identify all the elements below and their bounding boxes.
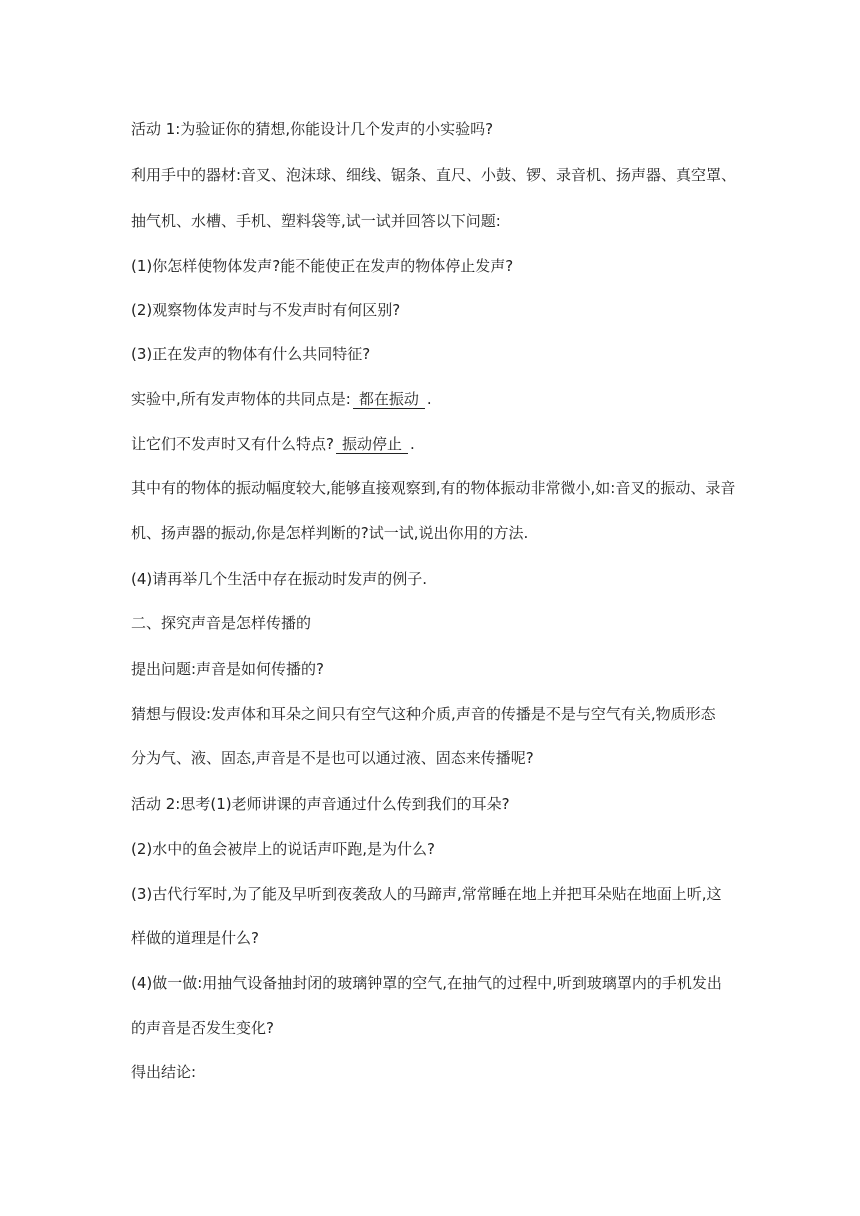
activity-2-question-2: (2)水中的鱼会被岸上的说话声吓跑,是为什么? — [131, 840, 435, 858]
question-1: (1)你怎样使物体发声?能不能使正在发声的物体停止发声? — [131, 257, 514, 275]
fill-in-prefix: 让它们不发声时又有什么特点? — [131, 435, 334, 453]
fill-in-common-feature — [131, 389, 741, 409]
hypothesis-line-1: 猜想与假设:发声体和耳朵之间只有空气这种介质,声音的传播是不是与空气有关,物质形态 — [131, 705, 716, 723]
hypothesis-line-2: 分为气、液、固态,声音是不是也可以通过液、固态来传播呢? — [131, 749, 534, 767]
activity-2-heading: 活动 2:思考(1)老师讲课的声音通过什么传到我们的耳朵? — [131, 795, 510, 813]
fill-in-suffix: . — [426, 390, 432, 408]
fill-in-suffix: . — [409, 435, 415, 453]
question-4: (4)请再举几个生活中存在振动时发声的例子. — [131, 570, 428, 588]
activity-2-question-4-line-1: (4)做一做:用抽气设备抽封闭的玻璃钟罩的空气,在抽气的过程中,听到玻璃罩内的手机发出 — [131, 974, 722, 992]
paragraph-line-2: 机、扬声器的振动,你是怎样判断的?试一试,说出你用的方法. — [131, 524, 529, 542]
question-2: (2)观察物体发声时与不发声时有何区别? — [131, 301, 401, 319]
paragraph-line-1: 其中有的物体的振动幅度较大,能够直接观察到,有的物体振动非常微小,如:音叉的振动、录音 — [131, 479, 736, 497]
section-heading: 二、探究声音是怎样传播的 — [131, 614, 312, 632]
question-3: (3)正在发声的物体有什么共同特征? — [131, 345, 371, 363]
fill-in-silent-feature — [131, 434, 741, 454]
materials-line-1: 利用手中的器材:音叉、泡沫球、细线、锯条、直尺、小鼓、锣、录音机、扬声器、真空罩、 — [131, 166, 737, 184]
materials-line-2: 抽气机、水槽、手机、塑料袋等,试一试并回答以下问题: — [131, 212, 501, 230]
raise-question: 提出问题:声音是如何传播的? — [131, 660, 325, 678]
activity-2-question-3-line-1: (3)古代行军时,为了能及早听到夜袭敌人的马蹄声,常常睡在地上并把耳朵贴在地面上听,这 — [131, 885, 722, 903]
activity-1-heading: 活动 1:为验证你的猜想,你能设计几个发声的小实验吗? — [131, 120, 494, 138]
activity-2-question-3-line-2: 样做的道理是什么? — [131, 929, 259, 947]
conclusion-label: 得出结论: — [131, 1063, 197, 1081]
activity-2-question-4-line-2: 的声音是否发生变化? — [131, 1019, 274, 1037]
answer-blank: 都在振动 — [353, 390, 425, 409]
answer-blank: 振动停止 — [336, 435, 408, 454]
fill-in-prefix: 实验中,所有发声物体的共同点是: — [131, 390, 351, 408]
